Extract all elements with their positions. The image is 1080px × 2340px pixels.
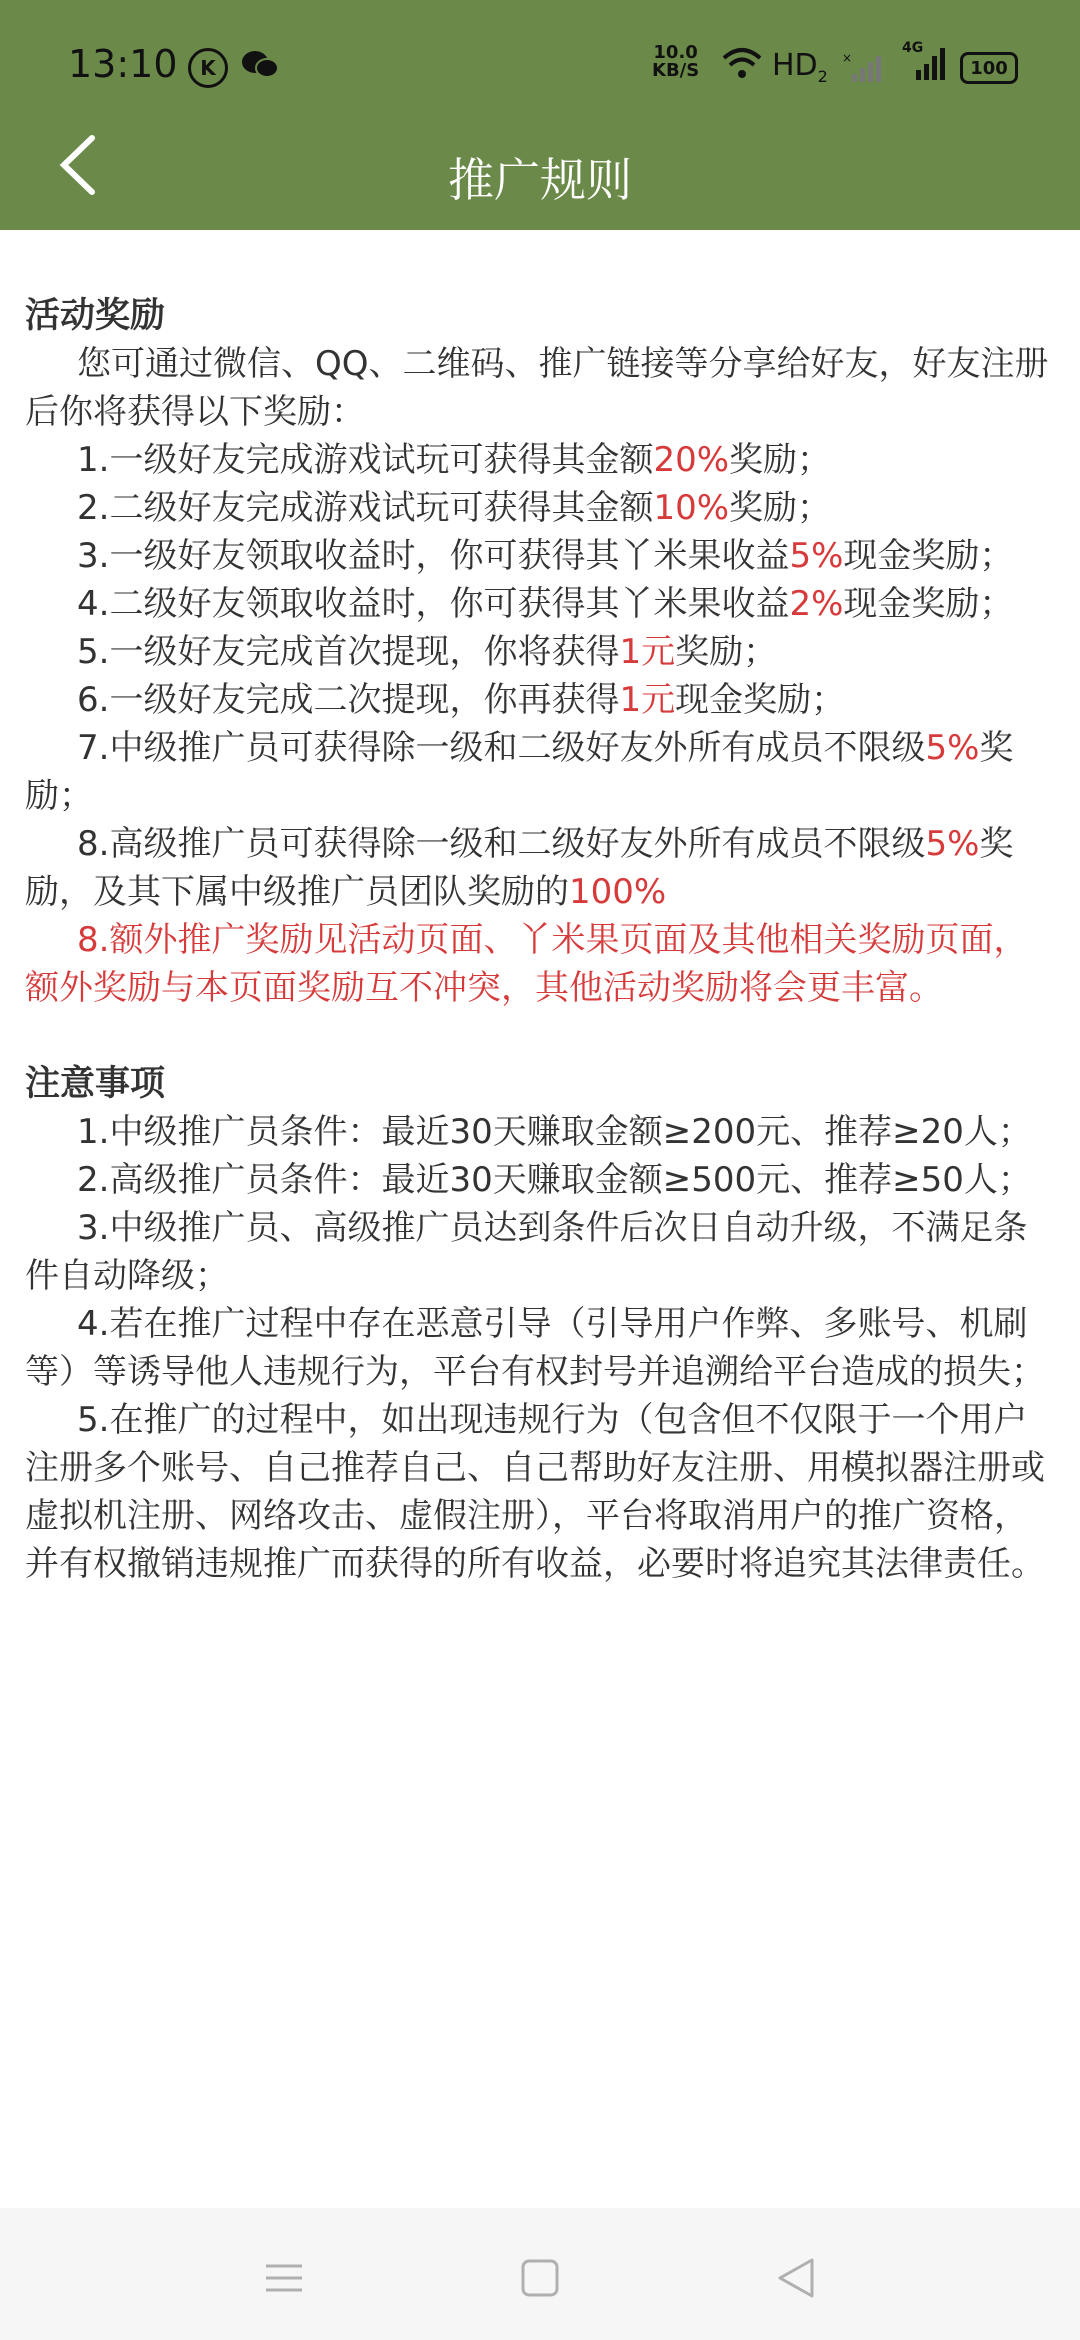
status-bar bbox=[0, 0, 1080, 130]
reward-text: 6.一级好友完成二次提现，你再获得 bbox=[77, 680, 620, 720]
note-item: 5.在推广的过程中，如出现违规行为（包含但不仅限于一个用户注册多个账号、自己推荐自己、自己帮助好友注册、用模拟器注册或虚拟机注册、网络攻击、虚假注册），平台将取消用户的推广资格，并有权撤销违规推广而获得的所有收益，必要时将追究其法律责任。 bbox=[25, 1400, 1045, 1584]
extra-reward-note: 8.额外推广奖励见活动页面、丫米果页面及其他相关奖励页面，额外奖励与本页面奖励互不冲突，其他活动奖励将会更丰富。 bbox=[25, 920, 1028, 1008]
hd-indicator bbox=[772, 48, 828, 86]
rewards-intro: 您可通过微信、QQ、二维码、推广链接等分享给好友，好友注册后你将获得以下奖励： bbox=[25, 344, 1049, 432]
reward-highlight: 20% bbox=[653, 440, 730, 480]
reward-text: 奖励，及其下属中级推广员团队奖励的 bbox=[25, 824, 1014, 912]
app-header bbox=[0, 0, 1080, 230]
reward-text: 现金奖励； bbox=[675, 680, 846, 720]
reward-text: 奖励； bbox=[675, 632, 778, 672]
reward-text: 3.一级好友领取收益时，你可获得其丫米果收益 bbox=[77, 536, 790, 576]
reward-text: 现金奖励； bbox=[843, 536, 1014, 576]
home-square-icon bbox=[510, 2248, 570, 2308]
back-triangle-icon bbox=[766, 2248, 826, 2308]
wechat-icon bbox=[240, 48, 280, 82]
reward-item bbox=[25, 628, 1060, 676]
home-button[interactable] bbox=[510, 2248, 570, 2308]
k-app-icon: K bbox=[188, 48, 228, 88]
signal-4g-icon bbox=[902, 40, 948, 80]
reward-highlight: 5% bbox=[789, 536, 844, 576]
system-back-button[interactable] bbox=[766, 2248, 826, 2308]
wifi-icon bbox=[722, 46, 762, 80]
reward-text: 5.一级好友完成首次提现，你将获得 bbox=[77, 632, 620, 672]
page-title: 推广规则 bbox=[448, 153, 632, 207]
section-title-rewards: 活动奖励 bbox=[25, 296, 166, 336]
reward-item bbox=[25, 436, 1060, 484]
reward-text: 2.二级好友完成游戏试玩可获得其金额 bbox=[77, 488, 654, 528]
section-title-notes: 注意事项 bbox=[25, 1064, 166, 1104]
battery-icon: 100 bbox=[960, 52, 1018, 84]
reward-highlight: 2% bbox=[789, 584, 844, 624]
reward-highlight: 10% bbox=[653, 488, 730, 528]
reward-highlight: 5% bbox=[925, 728, 980, 768]
reward-text: 1.一级好友完成游戏试玩可获得其金额 bbox=[77, 440, 654, 480]
rules-content bbox=[25, 292, 1060, 1588]
reward-text: 4.二级好友领取收益时，你可获得其丫米果收益 bbox=[77, 584, 790, 624]
reward-item bbox=[25, 820, 1060, 916]
net-speed-value: 10.0 bbox=[653, 42, 698, 63]
reward-item bbox=[25, 532, 1060, 580]
menu-button[interactable] bbox=[254, 2248, 314, 2308]
net-speed-unit: KB/S bbox=[652, 60, 700, 81]
status-time: 13:10 bbox=[68, 42, 178, 86]
svg-text:×: × bbox=[842, 52, 853, 65]
network-type: 4G bbox=[902, 40, 924, 56]
reward-item bbox=[25, 484, 1060, 532]
net-speed bbox=[652, 44, 699, 80]
reward-item bbox=[25, 676, 1060, 724]
hd-label: HD bbox=[772, 48, 818, 83]
reward-highlight: 1元 bbox=[619, 680, 676, 720]
menu-icon bbox=[254, 2248, 314, 2308]
note-item: 4.若在推广过程中存在恶意引导（引导用户作弊、多账号、机刷等）等诱导他人违规行为，平台有权封号并追溯给平台造成的损失； bbox=[25, 1304, 1045, 1392]
reward-text: 现金奖励； bbox=[843, 584, 1014, 624]
reward-text: 7.中级推广员可获得除一级和二级好友外所有成员不限级 bbox=[77, 728, 926, 768]
signal-icon bbox=[842, 50, 882, 80]
reward-highlight: 1元 bbox=[619, 632, 676, 672]
reward-text: 奖励； bbox=[729, 488, 832, 528]
note-item: 3.中级推广员、高级推广员达到条件后次日自动升级，不满足条件自动降级； bbox=[25, 1208, 1028, 1296]
reward-highlight: 100% bbox=[569, 872, 667, 912]
reward-item bbox=[25, 580, 1060, 628]
note-item: 2.高级推广员条件：最近30天赚取金额≥500元、推荐≥50人； bbox=[77, 1160, 1032, 1200]
reward-text: 8.高级推广员可获得除一级和二级好友外所有成员不限级 bbox=[77, 824, 926, 864]
reward-text: 奖励； bbox=[25, 728, 1014, 816]
reward-item bbox=[25, 724, 1060, 820]
reward-highlight: 5% bbox=[925, 824, 980, 864]
hd-sub: 2 bbox=[817, 67, 828, 86]
note-item: 1.中级推广员条件：最近30天赚取金额≥200元、推荐≥20人； bbox=[77, 1112, 1032, 1152]
system-nav-bar bbox=[0, 2208, 1080, 2340]
reward-text: 奖励； bbox=[729, 440, 832, 480]
